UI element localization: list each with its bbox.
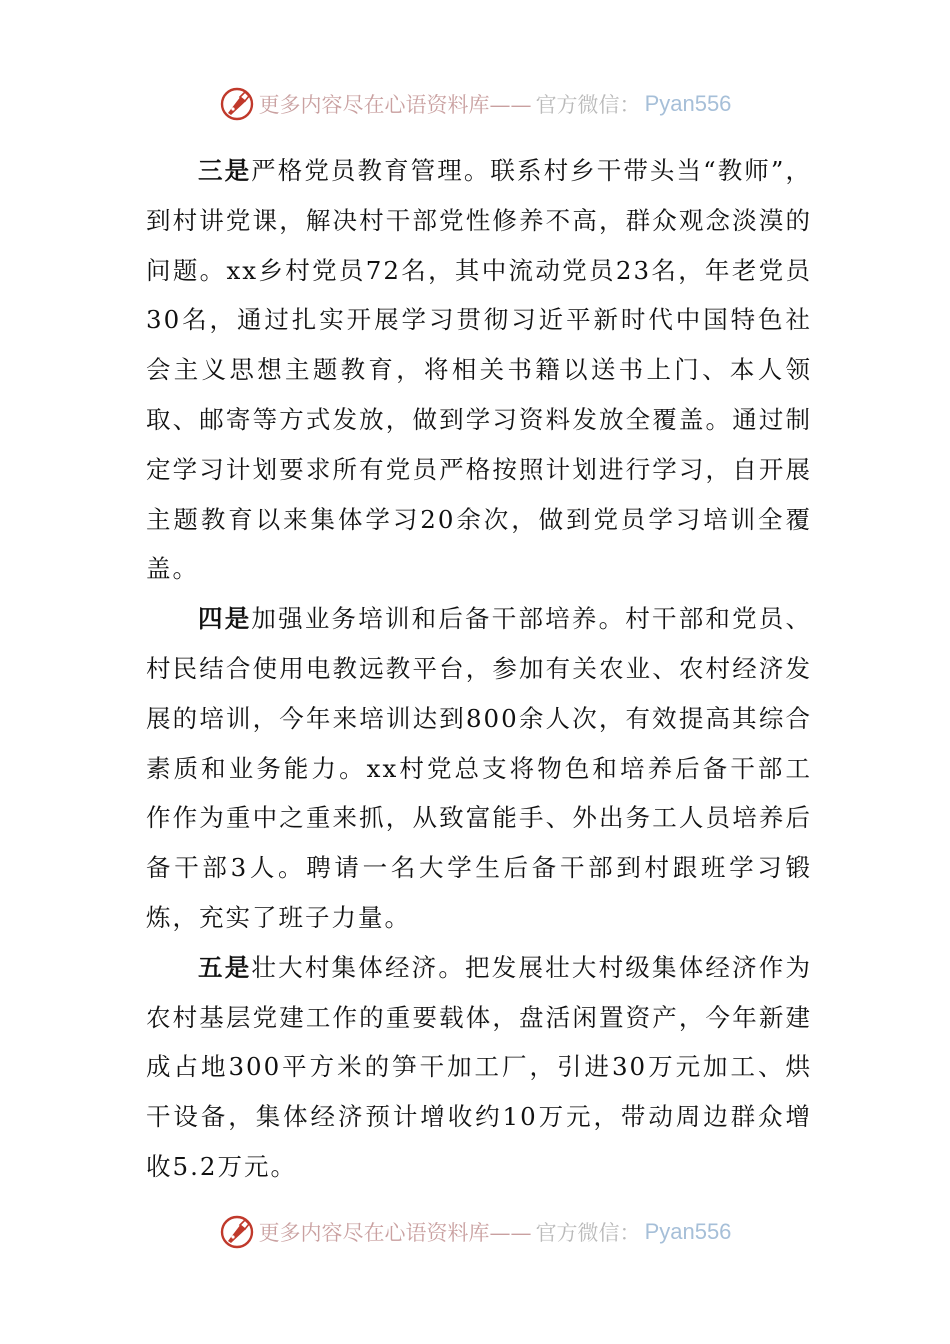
document-body: [146, 146, 812, 1192]
footer-watermark: [0, 1212, 950, 1252]
header-watermark: [0, 84, 950, 124]
watermark-group: [219, 1214, 732, 1250]
paragraph-lead: 五是: [198, 952, 252, 982]
watermark-wechat-label: 官方微信：: [535, 93, 641, 117]
paragraph-lead: 四是: [198, 604, 252, 634]
watermark-group: [219, 86, 732, 122]
pen-nib-circle-icon: [219, 86, 255, 122]
paragraph-four: [146, 594, 812, 943]
watermark-text: 更多内容尽在心语资料库——: [258, 93, 532, 117]
paragraph-lead: 三是: [198, 156, 252, 185]
paragraph-five: [146, 943, 812, 1192]
watermark-text: 更多内容尽在心语资料库——: [258, 1221, 532, 1245]
paragraph-text: 壮大村集体经济。把发展壮大村级集体经济作为农村基层党建工作的重要载体，盘活闲置资产，今年新建成占地300平方米的笋干加工厂，引进30万元加工、烘干设备，集体经济预计增收约10万元，带动周边群众增收5.2万元。: [146, 952, 813, 1181]
paragraph-three: [146, 146, 812, 594]
pen-nib-circle-icon: [219, 1214, 255, 1250]
paragraph-text: 加强业务培训和后备干部培养。村干部和党员、村民结合使用电教远教平台，参加有关农业、农村经济发展的培训，今年来培训达到800余人次，有效提高其综合素质和业务能力。xx村党总支将物色和培养后备干部工作作为重中之重来抓，从致富能手、外出务工人员培养后备干部3人。聘请一名大学生后备干部到村跟班学习锻炼，充实了班子力量。: [146, 604, 813, 932]
paragraph-text: 严格党员教育管理。联系村乡干带头当“教师”，到村讲党课，解决村干部党性修养不高，群众观念淡漠的问题。xx乡村党员72名，其中流动党员23名，年老党员30名，通过扎实开展学习贯彻习近平新时代中国特色社会主义思想主题教育，将相关书籍以送书上门、本人领取、邮寄等方式发放，做到学习资料发放全覆盖。通过制定学习计划要求所有党员严格按照计划进行学习，自开展主题教育以来集体学习20余次，做到党员学习培训全覆盖。: [146, 156, 812, 584]
watermark-wechat-id: Pyan556: [644, 1219, 732, 1244]
watermark-wechat-label: 官方微信：: [535, 1221, 641, 1245]
watermark-wechat-id: Pyan556: [644, 91, 732, 116]
